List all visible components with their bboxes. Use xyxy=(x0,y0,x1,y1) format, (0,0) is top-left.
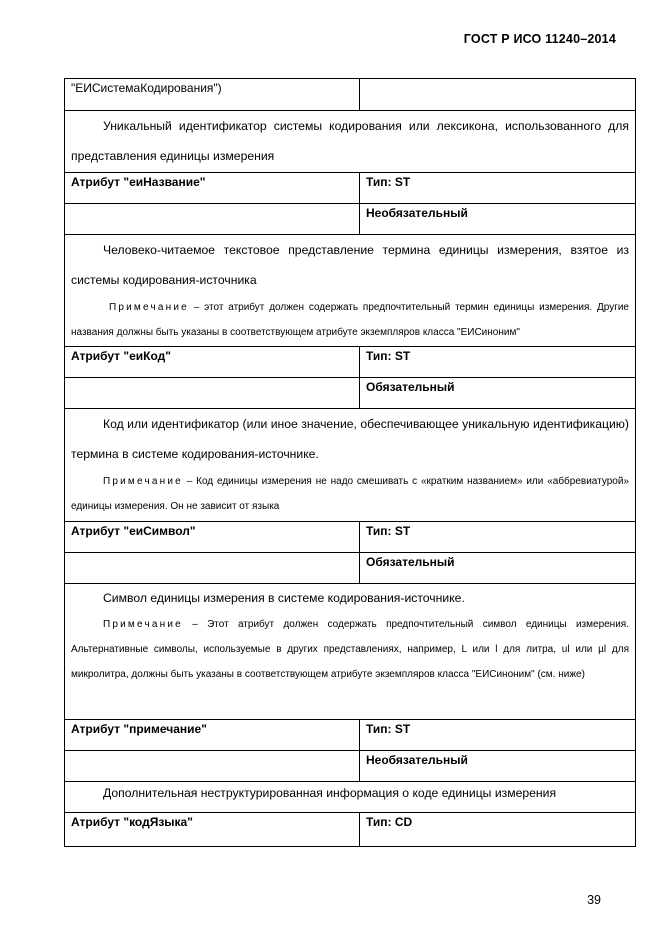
table-row xyxy=(65,584,636,720)
description-cell xyxy=(65,409,636,522)
attribute-optionality: Обязательный xyxy=(366,380,455,394)
table-cell xyxy=(65,204,360,235)
table-cell xyxy=(360,347,636,378)
table-cell xyxy=(65,173,360,204)
table-cell xyxy=(360,720,636,751)
table-row xyxy=(65,111,636,173)
description-cell xyxy=(65,782,636,813)
table-row xyxy=(65,720,636,751)
description-text: Уникальный идентификатор системы кодирования или лексикона, использованного для представления единицы измерения xyxy=(71,119,629,163)
description-text: Код или идентификатор (или иное значение, обеспечивающее уникальную идентификацию) термина в системе кодирования-источнике. xyxy=(71,417,629,461)
attribute-spec-table xyxy=(64,78,636,847)
note-label: Примечание xyxy=(103,476,183,487)
table-cell xyxy=(360,522,636,553)
attribute-optionality: Необязательный xyxy=(366,206,468,220)
table-row xyxy=(65,751,636,782)
table-row xyxy=(65,173,636,204)
table-cell xyxy=(65,751,360,782)
description-cell xyxy=(65,584,636,720)
description-text: Человеко-читаемое текстовое представление термина единицы измерения, взятое из системы кодирования-источника xyxy=(71,243,629,287)
attribute-type: Тип: ST xyxy=(366,175,411,189)
table-row xyxy=(65,235,636,347)
attribute-name: Атрибут "еиСимвол" xyxy=(71,524,196,538)
table-cell xyxy=(65,522,360,553)
table-cell xyxy=(360,173,636,204)
note-text: Примечание – этот атрибут должен содержать предпочтительный термин единицы измерения. Другие названия должны быть указаны в соответствующем атрибуте экземпляров класса "ЕИСиноним" xyxy=(71,302,629,338)
description-text: Дополнительная неструктурированная информация о коде единицы измерения xyxy=(103,786,557,800)
attribute-type: Тип: ST xyxy=(366,722,411,736)
attribute-name: Атрибут "кодЯзыка" xyxy=(71,815,193,829)
attribute-name: Атрибут "примечание" xyxy=(71,722,207,736)
table-cell xyxy=(360,204,636,235)
table-cell xyxy=(360,378,636,409)
table-row xyxy=(65,409,636,522)
table-row xyxy=(65,813,636,847)
attribute-name: "ЕИСистемаКодирования") xyxy=(71,81,222,95)
table-cell xyxy=(65,378,360,409)
table-row xyxy=(65,553,636,584)
table-row xyxy=(65,782,636,813)
attribute-name: Атрибут "еиНазвание" xyxy=(71,175,206,189)
table-cell xyxy=(65,347,360,378)
attribute-type: Тип: CD xyxy=(366,815,413,829)
note-label: Примечание xyxy=(103,619,183,630)
attribute-type: Тип: ST xyxy=(366,524,411,538)
table-row xyxy=(65,347,636,378)
document-standard-header: ГОСТ Р ИСО 11240–2014 xyxy=(463,32,616,46)
table-cell xyxy=(360,553,636,584)
note-label: Примечание xyxy=(109,302,189,313)
table-cell xyxy=(360,813,636,847)
table-cell xyxy=(65,720,360,751)
table-cell xyxy=(65,79,360,111)
description-text: Символ единицы измерения в системе кодирования-источнике. xyxy=(103,591,465,605)
table-row xyxy=(65,378,636,409)
table-row xyxy=(65,79,636,111)
note-text: Примечание – Этот атрибут должен содержать предпочтительный символ единицы измерения. Альтернативные символы, используемые в других представлениях, например, L или l для литра, ul или µl для микролитра, должны быть указаны в соответствующем атрибуте экземпляров класса "ЕИСиноним" (см. ниже) xyxy=(71,619,629,680)
table-cell xyxy=(65,553,360,584)
table-cell xyxy=(65,813,360,847)
description-cell xyxy=(65,235,636,347)
attribute-name: Атрибут "еиКод" xyxy=(71,349,171,363)
page-number: 39 xyxy=(587,893,601,907)
table-row xyxy=(65,204,636,235)
table-cell xyxy=(360,751,636,782)
table-row xyxy=(65,522,636,553)
note-text: Примечание – Код единицы измерения не надо смешивать с «кратким названием» или «аббревиатурой» единицы измерения. Он не зависит от языка xyxy=(71,476,629,512)
table-cell xyxy=(360,79,636,111)
attribute-optionality: Необязательный xyxy=(366,753,468,767)
description-cell xyxy=(65,111,636,173)
attribute-optionality: Обязательный xyxy=(366,555,455,569)
attribute-type: Тип: ST xyxy=(366,349,411,363)
